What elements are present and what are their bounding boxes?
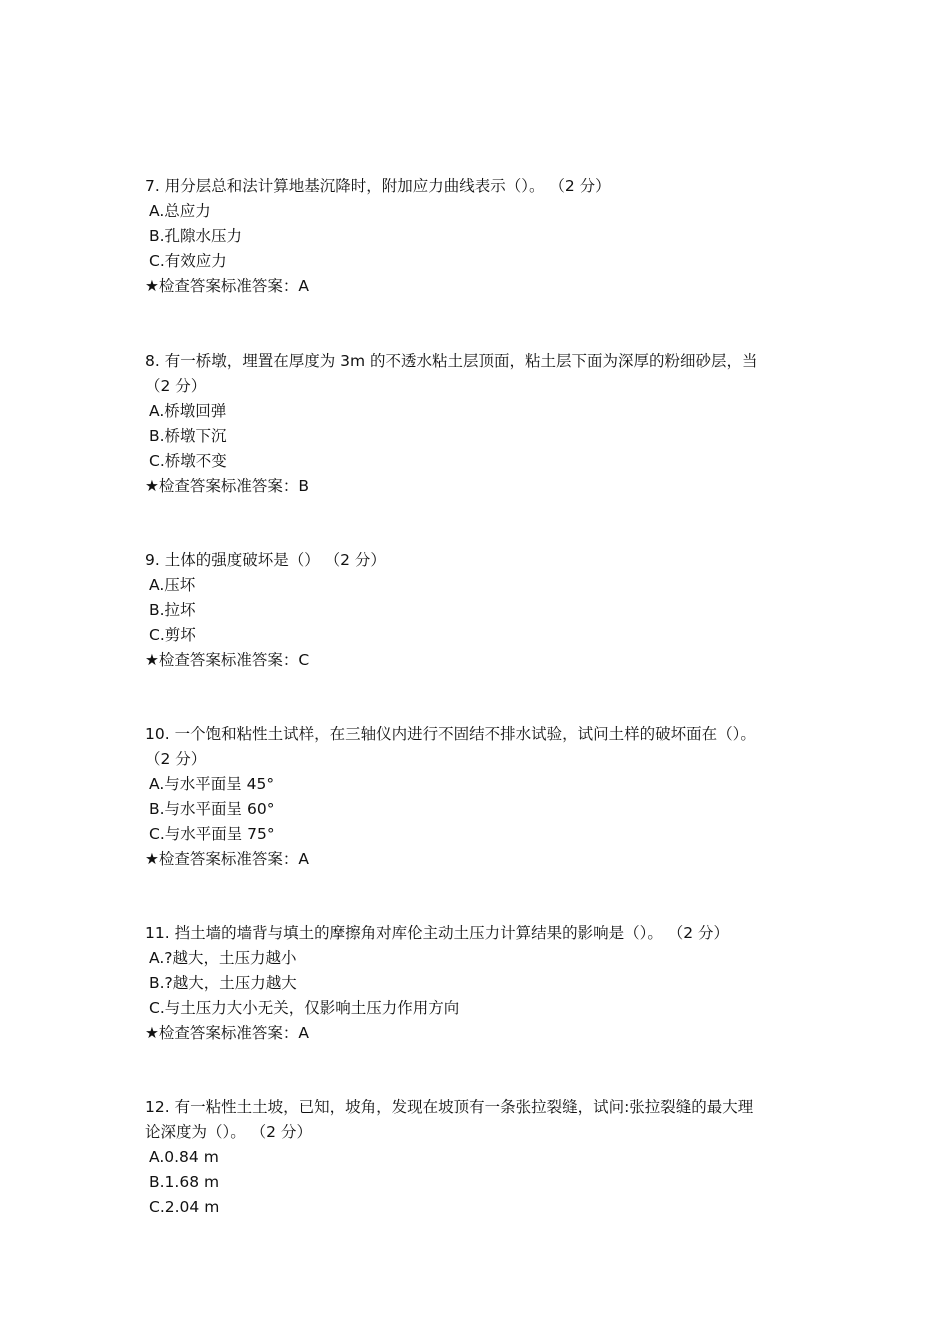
- option-a: A.桥墩回弹: [149, 402, 227, 420]
- option-c: C.剪坏: [149, 626, 196, 644]
- option-b: B.?越大，土压力越大: [149, 974, 297, 992]
- option-b: B.桥墩下沉: [149, 427, 227, 445]
- question-8: [145, 349, 815, 499]
- option-a: A.与水平面呈 45°: [149, 775, 275, 793]
- option-c: C.2.04 m: [149, 1198, 220, 1216]
- option-b: B.孔隙水压力: [149, 227, 243, 245]
- answer-line: ★检查答案标准答案：A: [145, 277, 309, 295]
- option-b: B.与水平面呈 60°: [149, 800, 275, 818]
- question-stem: 7. 用分层总和法计算地基沉降时，附加应力曲线表示（）。 （2 分）: [145, 177, 611, 195]
- option-a: A.压坏: [149, 576, 196, 594]
- question-stem: 11. 挡土墙的墙背与填土的摩擦角对库伦主动土压力计算结果的影响是（）。 （2 分）: [145, 924, 730, 942]
- question-stem-continued: 论深度为（）。 （2 分）: [145, 1123, 312, 1141]
- question-10: [145, 722, 815, 872]
- question-stem: 12. 有一粘性土土坡，已知，坡角，发现在坡顶有一条张拉裂缝，试问:张拉裂缝的最大理: [145, 1098, 754, 1116]
- option-c: C.与土压力大小无关，仅影响土压力作用方向: [149, 999, 460, 1017]
- answer-line: ★检查答案标准答案：C: [145, 651, 310, 669]
- question-stem-continued: （2 分）: [145, 377, 207, 395]
- option-a: A.?越大，土压力越小: [149, 949, 297, 967]
- answer-line: ★检查答案标准答案：A: [145, 1024, 309, 1042]
- option-c: C.与水平面呈 75°: [149, 825, 275, 843]
- option-b: B.1.68 m: [149, 1173, 220, 1191]
- question-12: [145, 1095, 815, 1220]
- question-stem: 8. 有一桥墩，埋置在厚度为 3m 的不透水粘土层顶面，粘土层下面为深厚的粉细砂层，当: [145, 352, 758, 370]
- option-c: C.桥墩不变: [149, 452, 227, 470]
- option-a: A.总应力: [149, 202, 211, 220]
- question-9: [145, 548, 815, 673]
- answer-line: ★检查答案标准答案：A: [145, 850, 309, 868]
- option-a: A.0.84 m: [149, 1148, 219, 1166]
- question-11: [145, 921, 815, 1046]
- question-stem: 10. 一个饱和粘性土试样，在三轴仪内进行不固结不排水试验，试问土样的破坏面在（）。: [145, 725, 756, 743]
- question-7: [145, 174, 815, 299]
- option-c: C.有效应力: [149, 252, 227, 270]
- question-stem: 9. 土体的强度破坏是（） （2 分）: [145, 551, 386, 569]
- answer-line: ★检查答案标准答案：B: [145, 477, 310, 495]
- option-b: B.拉坏: [149, 601, 196, 619]
- question-stem-continued: （2 分）: [145, 750, 207, 768]
